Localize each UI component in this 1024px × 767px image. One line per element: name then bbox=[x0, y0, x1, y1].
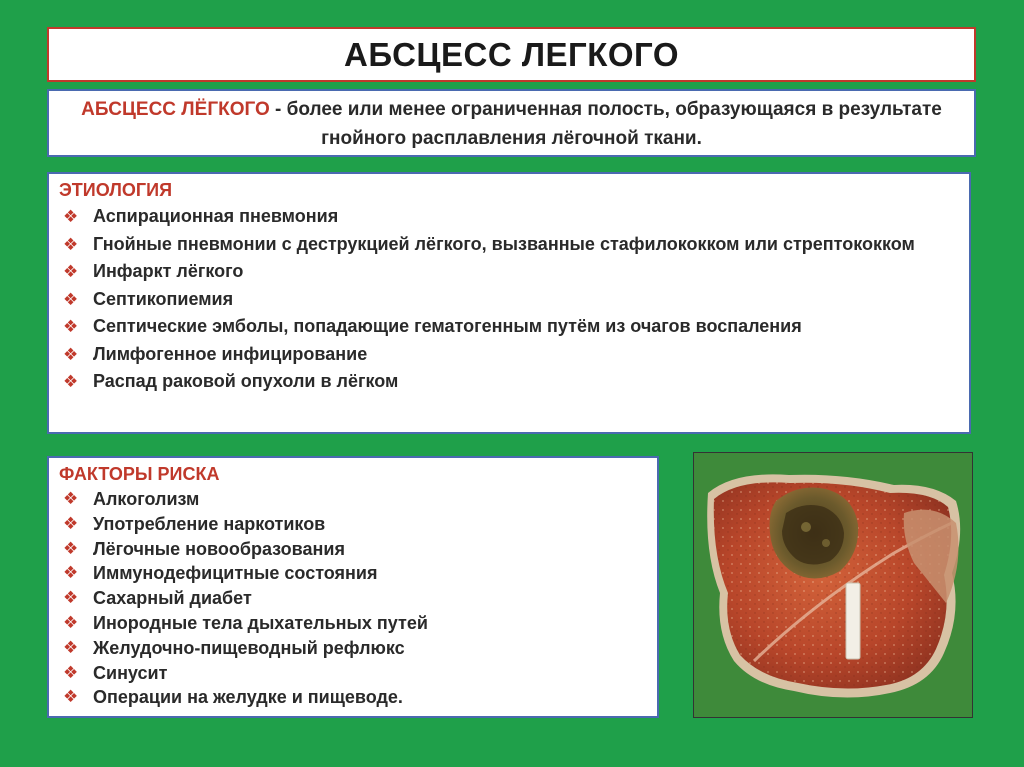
list-item: ❖ Септические эмболы, попадающие гематогенным путём из очагов воспаления bbox=[59, 313, 959, 341]
slide-title: АБСЦЕСС ЛЕГКОГО bbox=[343, 35, 680, 73]
lung-specimen-photo bbox=[693, 452, 973, 718]
diamond-bullet-icon: ❖ bbox=[63, 262, 79, 281]
risk-factors-heading: ФАКТОРЫ РИСКА bbox=[59, 464, 220, 484]
risk-factors-panel bbox=[47, 456, 659, 718]
list-item: ❖ Синусит bbox=[59, 661, 647, 686]
list-item: ❖ Сахарный диабет bbox=[59, 586, 647, 611]
diamond-bullet-icon: ❖ bbox=[63, 489, 79, 508]
list-item: ❖ Септикопиемия bbox=[59, 286, 959, 314]
diamond-bullet-icon: ❖ bbox=[63, 588, 79, 608]
diamond-bullet-icon: ❖ bbox=[63, 513, 79, 533]
list-item: ❖ Употребление наркотиков bbox=[59, 512, 647, 537]
list-item: ❖ Желудочно-пищеводный рефлюкс bbox=[59, 636, 647, 661]
lung-specimen-illustration bbox=[694, 453, 972, 717]
diamond-bullet-icon: ❖ bbox=[63, 637, 79, 657]
diamond-bullet-icon: ❖ bbox=[63, 317, 79, 336]
diamond-bullet-icon: ❖ bbox=[63, 538, 79, 558]
diamond-bullet-icon: ❖ bbox=[63, 344, 79, 364]
list-item: ❖ Инородные тела дыхательных путей bbox=[59, 611, 647, 636]
list-item: ❖ Аспирационная пневмония bbox=[59, 203, 959, 231]
list-item: ❖ Алкоголизм bbox=[59, 487, 647, 512]
list-item: ❖ Лёгочные новообразования bbox=[59, 537, 647, 562]
definition-term: АБСЦЕСС ЛЁГКОГО bbox=[81, 99, 270, 120]
etiology-list bbox=[59, 203, 959, 396]
diamond-bullet-icon: ❖ bbox=[63, 372, 79, 391]
list-item: ❖ Операции на желудке и пищеводе. bbox=[59, 685, 647, 710]
etiology-panel bbox=[47, 172, 971, 434]
diamond-bullet-icon: ❖ bbox=[63, 563, 79, 583]
diamond-bullet-icon: ❖ bbox=[63, 207, 79, 226]
diamond-bullet-icon: ❖ bbox=[63, 687, 79, 707]
risk-factors-list bbox=[59, 487, 647, 710]
diamond-bullet-icon: ❖ bbox=[63, 234, 79, 254]
diamond-bullet-icon: ❖ bbox=[63, 612, 79, 632]
list-item: ❖ Лимфогенное инфицирование bbox=[59, 341, 959, 369]
diamond-bullet-icon: ❖ bbox=[63, 289, 79, 309]
list-item: ❖ Иммунодефицитные состояния bbox=[59, 561, 647, 586]
definition-text: - более или менее ограниченная полость, образующаяся в результате гнойного расплавления лёгочной ткани. bbox=[269, 99, 942, 149]
diamond-bullet-icon: ❖ bbox=[63, 662, 79, 682]
title-banner bbox=[47, 27, 976, 82]
list-item: ❖ Распад раковой опухоли в лёгком bbox=[59, 368, 959, 396]
list-item: ❖ Инфаркт лёгкого bbox=[59, 258, 959, 286]
definition-panel bbox=[47, 89, 976, 157]
etiology-heading: ЭТИОЛОГИЯ bbox=[59, 180, 173, 200]
list-item: ❖ Гнойные пневмонии с деструкцией лёгкого, вызванные стафилококком или стрептококком bbox=[59, 231, 959, 259]
